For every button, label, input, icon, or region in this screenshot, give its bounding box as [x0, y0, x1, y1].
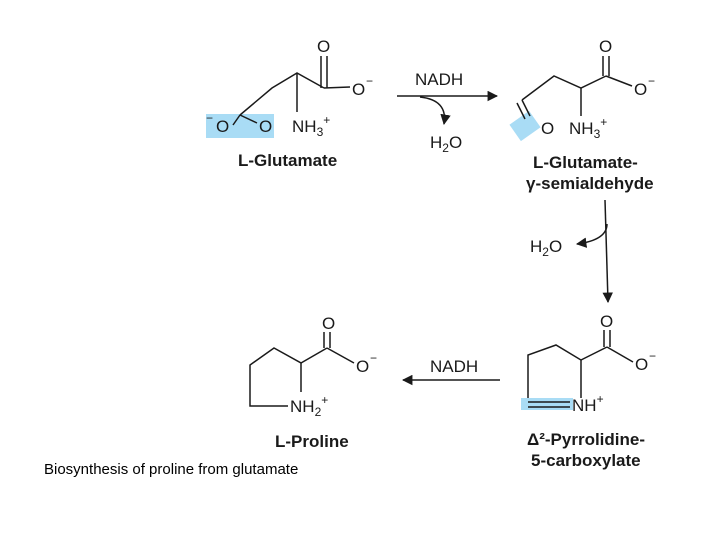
step2-byproduct: $H_2O$	[530, 237, 563, 259]
step3-cofactor: NADH	[430, 357, 479, 376]
pyrroline-ring-bonds	[528, 345, 581, 398]
proline-ring-carbon-bond	[301, 348, 327, 363]
step2-byproduct-arrow	[577, 224, 607, 244]
glutamate-name: L-Glutamate	[238, 151, 338, 170]
step2-arrow-group	[530, 200, 608, 302]
semialdehyde-o-top: O	[599, 37, 613, 56]
glutamate-chain-bonds	[240, 73, 324, 115]
glutamate-o-side-dbl: O	[259, 117, 273, 136]
semialdehyde-chain-bonds	[522, 76, 606, 100]
proline-carboxylate-charge: −	[370, 351, 378, 365]
semialdehyde-name-line1: L-Glutamate-	[533, 153, 638, 172]
semialdehyde-carboxylate-bond	[606, 76, 632, 86]
step2-arrow	[605, 200, 608, 302]
glutamate-amine: $NH_3^+$	[292, 113, 331, 139]
semialdehyde-carboxylate-charge: −	[648, 74, 656, 88]
pyrroline-o-top: O	[600, 312, 614, 331]
glutamate-o-top: O	[317, 37, 331, 56]
glutamate-structure	[206, 37, 373, 170]
pyrroline-imine-highlight	[521, 398, 573, 410]
pyrroline-carboxylate-bond	[607, 347, 633, 362]
step1-arrow-group	[397, 70, 497, 155]
semialdehyde-aldehyde-highlight	[509, 111, 540, 141]
semialdehyde-o-aldehyde: O	[541, 119, 555, 138]
semialdehyde-carbonyl-double-bond	[603, 56, 609, 76]
glutamate-carboxylate-bond	[324, 87, 350, 88]
pyrroline-name-line1: Δ²-Pyrrolidine-	[527, 430, 646, 449]
proline-amine: $NH_2^+$	[290, 393, 329, 419]
step1-byproduct: $H_2O$	[430, 133, 463, 155]
semialdehyde-o-carboxylate: O	[634, 80, 648, 99]
step1-cofactor: NADH	[415, 70, 464, 89]
glutamate-o-carboxylate: O	[352, 80, 366, 99]
semialdehyde-structure	[509, 37, 655, 193]
proline-carbonyl-double-bond	[324, 332, 330, 348]
proline-structure	[250, 314, 377, 451]
glutamate-carboxylate-charge: −	[366, 74, 374, 88]
proline-o-top: O	[322, 314, 336, 333]
semialdehyde-amine: $NH_3^+$	[569, 115, 608, 141]
glutamate-side-charge: −	[206, 111, 214, 125]
figure-caption: Biosynthesis of proline from glutamate	[44, 461, 299, 478]
pyrroline-ring-carbon-bond	[581, 347, 607, 360]
pyrroline-name-line2: 5-carboxylate	[531, 451, 641, 470]
glutamate-carbonyl-double-bond	[321, 56, 327, 88]
proline-name: L-Proline	[275, 432, 349, 451]
pyrroline-imine-n: NH+	[572, 392, 604, 415]
proline-o-carboxylate: O	[356, 357, 370, 376]
step1-byproduct-arrow	[420, 97, 445, 124]
glutamate-o-side-neg: O	[216, 117, 230, 136]
pyrroline-o-carboxylate: O	[635, 355, 649, 374]
step3-arrow-group	[403, 357, 500, 380]
pyrroline-carboxylate-charge: −	[649, 349, 657, 363]
pyrroline-structure	[521, 312, 656, 470]
proline-carboxylate-bond	[327, 348, 354, 363]
pyrroline-carbonyl-double-bond	[604, 330, 610, 347]
semialdehyde-name-line2: γ-semialdehyde	[526, 174, 654, 193]
